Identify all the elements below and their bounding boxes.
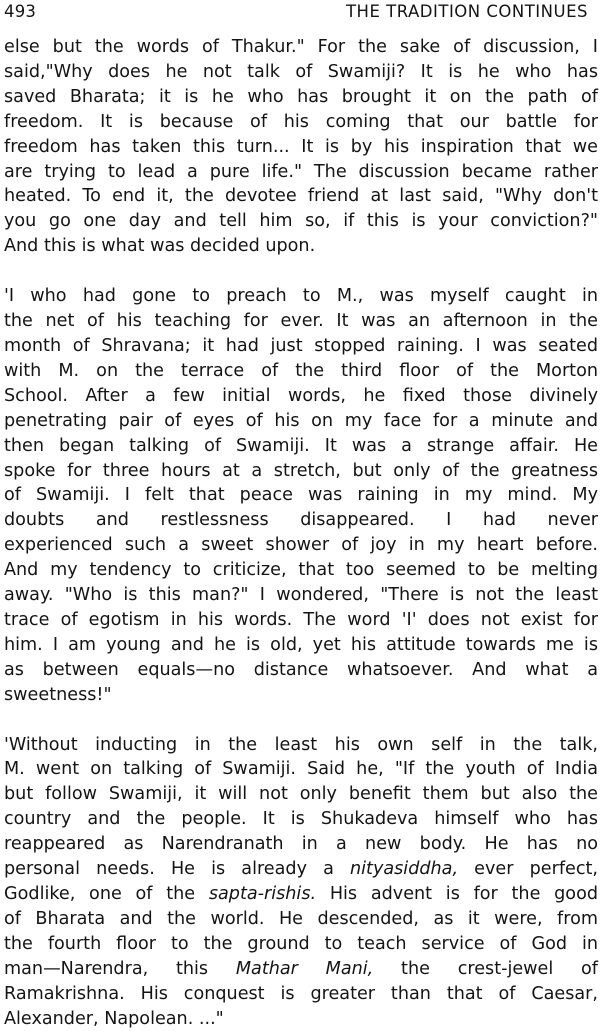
text-line: personal needs. He is already a nityasiddha, ever perfect, [4,859,598,880]
text-line: M. went on talking of Swamiji. Said he, "If the youth of India [4,759,598,780]
text-line: Ramakrishna. His conquest is greater than that of Caesar, [4,983,598,1004]
text-line: trace of egotism in his words. The word 'I' does not exist for [4,609,598,630]
running-title: THE TRADITION CONTINUES [345,2,588,21]
text-line: And this is what was decided upon. [4,236,316,257]
running-head [4,0,598,30]
text-line: said,"Why does he not talk of Swamiji? It is he who has [4,61,598,82]
text-line: you go one day and tell him so, if this is your conviction?" [4,211,598,232]
italic-term: nityasiddha, [350,859,459,880]
text-line: spoke for three hours at a stretch, but only of the greatness [4,460,598,481]
text-line: man—Narendra, this Mathar Mani, the crest-jewel of [4,958,598,979]
paragraph [4,35,598,259]
paragraph [4,284,598,707]
text-line: And my tendency to criticize, that too seemed to be melting [4,560,598,581]
text-line: saved Bharata; it is he who has brought it on the path of [4,86,598,107]
text-line: the fourth floor to the ground to teach service of God in [4,933,598,954]
text-line: Godlike, one of the sapta-rishis. His advent is for the good [4,884,598,904]
text-line: Alexander, Napolean. ..." [4,1008,224,1029]
text-line: freedom. It is because of his coming that our battle for [4,111,598,132]
text-line: are trying to lead a pure life." The discussion became rather [4,161,598,182]
text-line: doubts and restlessness disappeared. I had never [4,510,598,531]
text-line: with M. on the terrace of the third floor of the Morton [4,360,598,381]
italic-term: Mathar Mani, [235,958,374,979]
text-line: reappeared as Narendranath in a new body. He has no [4,834,598,855]
text-line: of Swamiji. I felt that peace was raining in my mind. My [4,485,598,506]
body-text [4,35,598,1031]
page-number: 493 [4,2,37,21]
italic-term: sapta-rishis. [208,884,317,904]
paragraph-gap [4,259,598,284]
text-line: freedom has taken this turn... It is by his inspiration that we [4,136,598,157]
text-line: heated. To end it, the devotee friend at last said, "Why don't [4,186,598,207]
paragraph-gap [4,708,598,733]
text-line: 'I who had gone to preach to M., was myself caught in [4,286,598,307]
text-line: him. I am young and he is old, yet his attitude towards me is [4,634,598,655]
text-line: penetrating pair of eyes of his on my face for a minute and [4,410,598,431]
text-line: School. After a few initial words, he fixed those divinely [4,385,598,406]
text-line: experienced such a sweet shower of joy in my heart before. [4,535,598,556]
text-line: sweetness!" [4,684,112,705]
text-line: but follow Swamiji, it will not only benefit them but also the [4,784,598,805]
text-line: as between equals—no distance whatsoever. And what a [4,659,598,680]
text-line: month of Shravana; it had just stopped raining. I was seated [4,335,598,356]
text-line: away. "Who is this man?" I wondered, "There is not the least [4,585,598,606]
text-line: else but the words of Thakur." For the sake of discussion, I [4,37,598,57]
text-line: then began talking of Swamiji. It was a strange affair. He [4,435,598,456]
text-line: the net of his teaching for ever. It was an afternoon in the [4,311,598,332]
text-line: 'Without inducting in the least his own self in the talk, [4,734,598,755]
paragraph [4,733,598,1031]
text-line: of Bharata and the world. He descended, as it were, from [4,908,598,929]
text-line: country and the people. It is Shukadeva himself who has [4,809,598,830]
